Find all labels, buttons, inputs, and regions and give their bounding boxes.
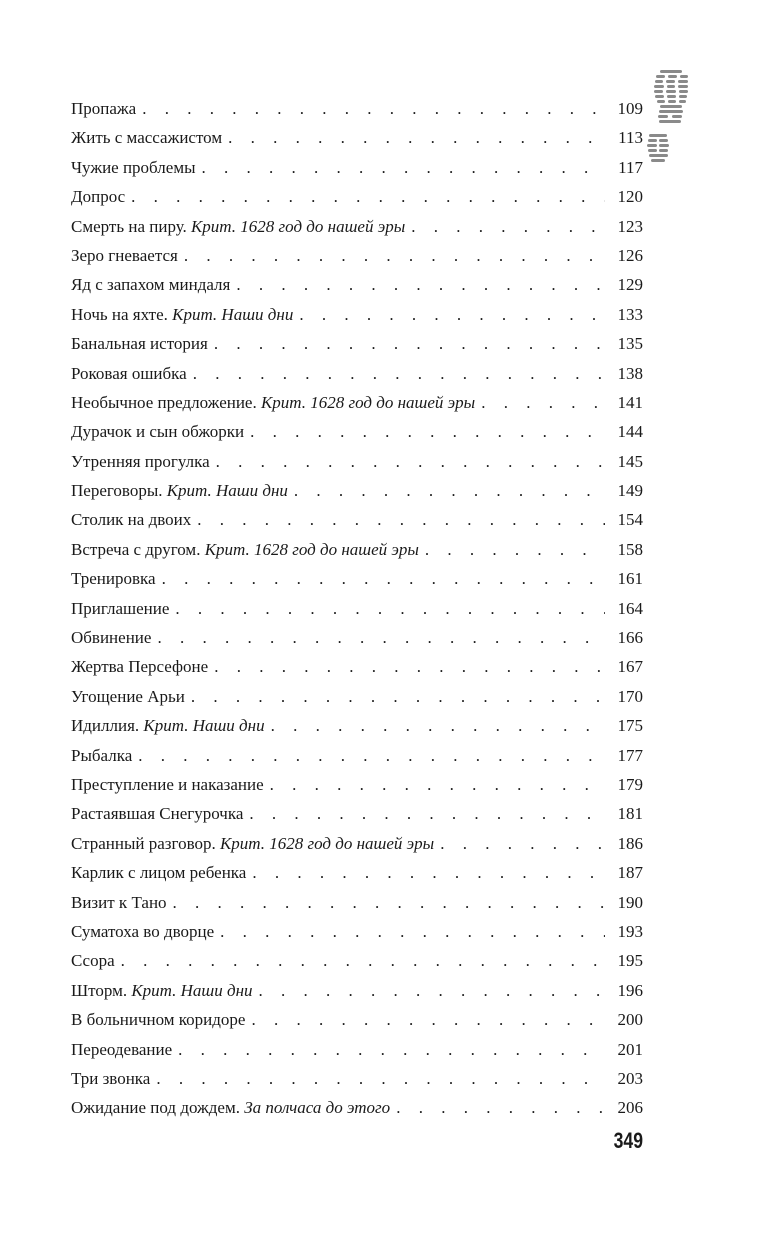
- toc-entry: [71, 888, 643, 917]
- toc-entry: [71, 241, 643, 270]
- chapter-title: Преступление и наказание: [71, 774, 264, 794]
- chapter-setting: Крит. Наши дни: [131, 980, 253, 1000]
- chapter-title: Рыбалка: [71, 745, 133, 765]
- toc-entry: [71, 917, 643, 946]
- toc-entry: [71, 388, 643, 417]
- toc-entry-title: [71, 476, 288, 505]
- toc-entry-title: [71, 535, 419, 564]
- footprints-icon: [646, 68, 698, 172]
- chapter-title: Странный разговор.: [71, 833, 220, 853]
- dot-leader: [162, 564, 605, 593]
- chapter-title: Столик на двоих: [71, 510, 192, 530]
- chapter-page: 144: [617, 422, 643, 442]
- dot-leader: [251, 1005, 605, 1034]
- toc-entry: [71, 505, 643, 534]
- chapter-title: Допрос: [71, 187, 126, 207]
- chapter-page: 113: [618, 128, 643, 148]
- chapter-title: Пропажа: [71, 99, 137, 118]
- chapter-title: Роковая ошибка: [71, 363, 187, 383]
- toc-entry: [71, 946, 643, 975]
- toc-entry: [71, 682, 643, 711]
- dot-leader: [236, 270, 605, 299]
- chapter-title: Визит к Тано: [71, 892, 167, 912]
- dot-leader: [157, 623, 605, 652]
- dot-leader: [156, 1064, 605, 1093]
- toc-entry: [71, 182, 643, 211]
- toc-entry-title: [71, 447, 210, 476]
- toc-entry-title: [71, 711, 265, 740]
- chapter-title: Жертва Персефоне: [71, 657, 209, 677]
- chapter-title: Суматоха во дворце: [71, 921, 215, 941]
- chapter-title: Тренировка: [71, 569, 156, 589]
- chapter-page: 166: [617, 628, 643, 648]
- chapter-setting: Крит. 1628 год до нашей эры: [219, 833, 435, 853]
- dot-leader: [202, 153, 606, 182]
- chapter-page: 177: [617, 745, 643, 765]
- toc-entry: [71, 976, 643, 1005]
- chapter-page: 154: [617, 510, 643, 530]
- chapter-setting: Крит. Наши дни: [172, 304, 294, 324]
- toc-entry: [71, 652, 643, 681]
- dot-leader: [220, 917, 605, 946]
- toc-entry-title: [71, 976, 253, 1005]
- toc-entry-title: [71, 770, 264, 799]
- chapter-title: Растаявшая Снегурочка: [71, 804, 244, 824]
- chapter-page: 129: [617, 275, 643, 295]
- toc-entry-title: [71, 1035, 172, 1064]
- chapter-title: Зеро гневается: [71, 245, 178, 265]
- toc-entry: [71, 417, 643, 446]
- toc-entry-title: [71, 417, 244, 446]
- toc-entry: [71, 770, 643, 799]
- chapter-setting: Крит. 1628 год до нашей эры: [260, 392, 476, 412]
- chapter-page: 206: [617, 1098, 643, 1118]
- toc-entry-title: [71, 1093, 390, 1122]
- toc-entry: [71, 447, 643, 476]
- dot-leader: [142, 94, 605, 123]
- toc-entry: [71, 711, 643, 740]
- toc-entry: [71, 1064, 643, 1093]
- toc-entry-title: [71, 946, 115, 975]
- chapter-title: Три звонка: [71, 1068, 151, 1088]
- chapter-page: 167: [617, 657, 643, 677]
- toc-entry-title: [71, 329, 208, 358]
- dot-leader: [250, 417, 605, 446]
- chapter-page: 190: [617, 892, 643, 912]
- chapter-title: Яд с запахом миндаля: [71, 275, 231, 295]
- toc-entry-title: [71, 682, 185, 711]
- chapter-title: В больничном коридоре: [71, 1010, 246, 1030]
- toc-entry-title: [71, 153, 196, 182]
- toc-entry-title: [71, 1005, 245, 1034]
- toc-entry-title: [71, 799, 243, 828]
- dot-leader: [214, 329, 605, 358]
- dot-leader: [214, 652, 605, 681]
- toc-entry-title: [71, 623, 151, 652]
- chapter-setting: За полчаса до этого: [244, 1098, 391, 1118]
- chapter-title: Банальная история: [71, 334, 208, 354]
- chapter-title: Переодевание: [71, 1039, 173, 1059]
- toc-entry: [71, 270, 643, 299]
- chapter-title: Необычное предложение.: [71, 392, 261, 412]
- chapter-page: 203: [617, 1068, 643, 1088]
- dot-leader: [259, 976, 605, 1005]
- toc-entry: [71, 594, 643, 623]
- chapter-page: 193: [617, 921, 643, 941]
- toc-entry-title: [71, 829, 434, 858]
- chapter-title: Чужие проблемы: [71, 157, 196, 177]
- chapter-page: 195: [617, 951, 643, 971]
- chapter-page: 175: [617, 716, 643, 736]
- toc-entry: [71, 476, 643, 505]
- toc-entry-title: [71, 917, 214, 946]
- dot-leader: [425, 535, 605, 564]
- toc-entry: [71, 799, 643, 828]
- toc-entry-title: [71, 359, 187, 388]
- chapter-setting: Крит. Наши дни: [143, 716, 265, 736]
- toc-entry: [71, 1035, 643, 1064]
- chapter-page: 145: [617, 451, 643, 471]
- toc-entry-title: [71, 182, 125, 211]
- chapter-page: 138: [617, 363, 643, 383]
- dot-leader: [299, 300, 605, 329]
- toc-entry: [71, 829, 643, 858]
- chapter-page: 141: [617, 392, 643, 412]
- dot-leader: [138, 741, 605, 770]
- chapter-page: 109: [617, 99, 643, 118]
- toc-entry-title: [71, 241, 178, 270]
- dot-leader: [197, 505, 605, 534]
- dot-leader: [193, 359, 605, 388]
- toc-entry: [71, 741, 643, 770]
- chapter-title: Идиллия.: [71, 716, 144, 736]
- chapter-title: Шторм.: [71, 980, 132, 1000]
- chapter-page: 170: [617, 686, 643, 706]
- page-number: 349: [613, 1128, 643, 1153]
- dot-leader: [121, 946, 605, 975]
- chapter-setting: Крит. 1628 год до нашей эры: [204, 539, 419, 559]
- dot-leader: [191, 682, 605, 711]
- chapter-page: 200: [617, 1010, 643, 1030]
- dot-leader: [178, 1035, 605, 1064]
- toc-entry-title: [71, 123, 222, 152]
- toc-entry-title: [71, 300, 293, 329]
- chapter-title: Ожидание под дождем.: [71, 1098, 245, 1118]
- chapter-page: 133: [617, 304, 643, 324]
- chapter-title: Карлик с лицом ребенка: [71, 863, 247, 883]
- chapter-page: 186: [617, 833, 643, 853]
- chapter-setting: Крит. 1628 год до нашей эры: [191, 216, 406, 236]
- chapter-title: Приглашение: [71, 598, 170, 618]
- chapter-page: 158: [617, 539, 643, 559]
- toc-entry: [71, 212, 643, 241]
- dot-leader: [294, 476, 605, 505]
- chapter-title: Смерть на пиру.: [71, 216, 192, 236]
- chapter-page: 149: [617, 481, 643, 501]
- toc-entry: [71, 535, 643, 564]
- toc-entry-title: [71, 888, 167, 917]
- dot-leader: [131, 182, 605, 211]
- toc-entry-title: [71, 270, 230, 299]
- toc-entry: [71, 94, 643, 123]
- dot-leader: [396, 1093, 605, 1122]
- toc-entry-title: [71, 594, 169, 623]
- chapter-page: 187: [617, 863, 643, 883]
- dot-leader: [271, 711, 605, 740]
- chapter-title: Ночь на яхте.: [71, 304, 173, 324]
- toc-entry: [71, 359, 643, 388]
- toc-entry: [71, 123, 643, 152]
- chapter-page: 196: [617, 980, 643, 1000]
- toc-entry-title: [71, 388, 475, 417]
- dot-leader: [270, 770, 605, 799]
- dot-leader: [252, 858, 605, 887]
- chapter-page: 126: [617, 245, 643, 265]
- toc-entry: [71, 623, 643, 652]
- toc-entry: [71, 300, 643, 329]
- toc-entry-title: [71, 652, 208, 681]
- chapter-page: 179: [617, 774, 643, 794]
- chapter-page: 201: [617, 1039, 643, 1059]
- chapter-page: 120: [617, 187, 643, 207]
- dot-leader: [411, 212, 605, 241]
- chapter-title: Жить с массажистом: [71, 128, 223, 148]
- toc-entry: [71, 1005, 643, 1034]
- toc-entry: [71, 1093, 643, 1122]
- chapter-title: Обвинение: [71, 628, 152, 648]
- chapter-title: Угощение Арьи: [71, 686, 185, 706]
- dot-leader: [481, 388, 605, 417]
- table-of-contents: [71, 94, 643, 1123]
- dot-leader: [216, 447, 605, 476]
- chapter-title: Дурачок и сын обжорки: [71, 422, 245, 442]
- toc-entry-title: [71, 505, 191, 534]
- toc-entry: [71, 329, 643, 358]
- toc-entry: [71, 564, 643, 593]
- toc-entry: [71, 858, 643, 887]
- toc-entry-title: [71, 741, 132, 770]
- dot-leader: [184, 241, 605, 270]
- toc-entry-title: [71, 564, 156, 593]
- dot-leader: [249, 799, 605, 828]
- dot-leader: [175, 594, 605, 623]
- toc-entry-title: [71, 858, 246, 887]
- chapter-title: Встреча с другом.: [71, 539, 205, 559]
- toc-entry-title: [71, 94, 136, 123]
- chapter-setting: Крит. Наши дни: [166, 481, 288, 501]
- dot-leader: [228, 123, 605, 152]
- chapter-title: Ссора: [71, 951, 115, 971]
- dot-leader: [440, 829, 605, 858]
- chapter-page: 117: [618, 157, 643, 177]
- chapter-page: 164: [617, 598, 643, 618]
- toc-entry-title: [71, 1064, 150, 1093]
- toc-entry: [71, 153, 643, 182]
- dot-leader: [173, 888, 605, 917]
- chapter-page: 123: [617, 216, 643, 236]
- chapter-page: 135: [617, 334, 643, 354]
- chapter-page: 181: [617, 804, 643, 824]
- chapter-page: 161: [617, 569, 643, 589]
- chapter-title: Утренняя прогулка: [71, 451, 210, 471]
- chapter-title: Переговоры.: [71, 481, 167, 501]
- toc-entry-title: [71, 212, 405, 241]
